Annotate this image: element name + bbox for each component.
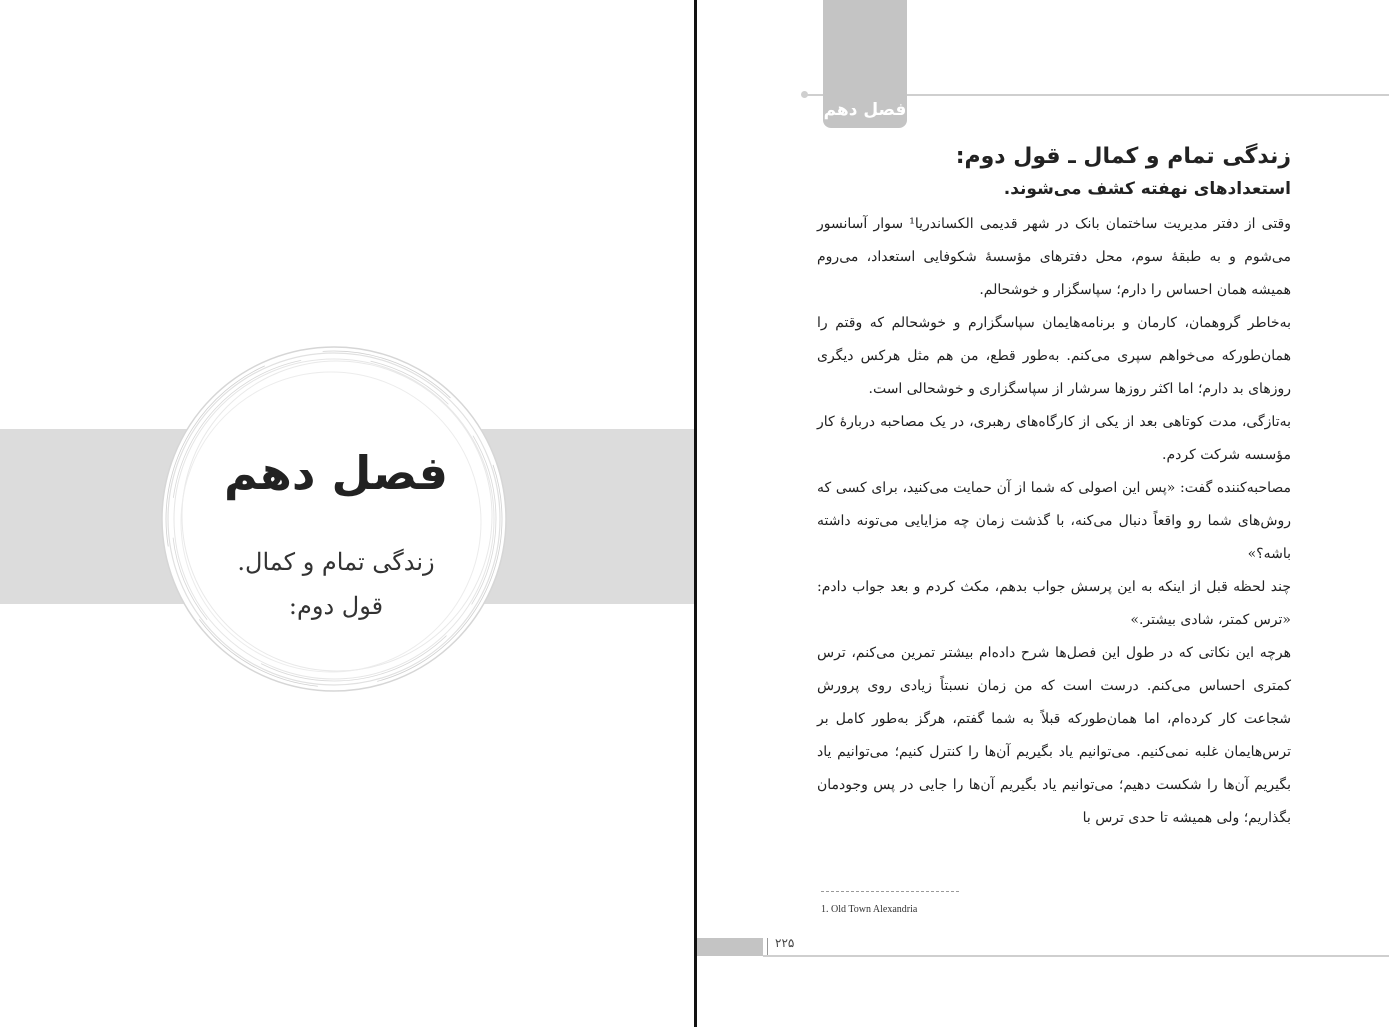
right-page xyxy=(697,0,1389,1027)
footer-rule xyxy=(763,955,1389,957)
chapter-tab-label: فصل دهم xyxy=(823,100,907,120)
section-title: زندگی تمام و کمال ـ قول دوم: xyxy=(955,144,1291,169)
chapter-subtitle-line-2: قول دوم: xyxy=(288,592,384,620)
footnote-rule xyxy=(821,891,959,892)
footer-separator xyxy=(767,938,768,956)
circle-ornament xyxy=(148,340,520,698)
paragraph: مصاحبه‌کننده گفت: «پس این اصولی که شما از آن حمایت می‌کنید، برای کسی که روش‌های شما رو واقعاً دنبال می‌کنه، با گذشت زمان چه مزایایی می‌تونه داشته باشه؟» xyxy=(817,480,1291,562)
paragraph: چند لحظه قبل از اینکه به این پرسش جواب بدهم، مکث کردم و بعد جواب دادم: «ترس کمتر، شادی بیشتر.» xyxy=(817,579,1291,628)
page-number: ۲۲۵ xyxy=(775,936,795,950)
chapter-subtitle-line-1: زندگی تمام و کمال. xyxy=(237,548,435,576)
chapter-subtitle xyxy=(196,540,476,628)
header-rule-dot xyxy=(801,91,808,98)
paragraph: وقتی از دفتر مدیریت ساختمان بانک در شهر قدیمی الکساندریا¹ سوار آسانسور می‌شوم و به طبقهٔ سوم، محل دفترهای مؤسسهٔ شکوفایی استعداد، می‌روم همیشه همان احساس را دارم؛ سپاسگزار و خوشحالم. xyxy=(817,216,1292,298)
paragraph: به‌تازگی، مدت کوتاهی بعد از یکی از کارگاه‌های رهبری، در یک مصاحبه دربارهٔ کار مؤسسه شرکت کردم. xyxy=(817,414,1291,463)
page-content xyxy=(817,140,1291,835)
footer-bar xyxy=(697,938,763,956)
chapter-tab xyxy=(823,0,907,128)
section-subtitle: استعدادهای نهفته کشف می‌شوند. xyxy=(1003,179,1291,199)
chapter-title: فصل دهم xyxy=(223,446,449,500)
paragraph: هرچه این نکاتی که در طول این فصل‌ها شرح داده‌ام بیشتر تمرین می‌کنم، ترس کمتری احساس می‌کنم. درست است که من زمان نسبتاً زیادی روی پرورش شجاعت کار کرده‌ام، اما همان‌طورکه قبلاً به شما گفتم، هرگز به‌طور کامل بر ترس‌هایمان غلبه نمی‌کنیم. می‌توانیم یاد بگیریم آن‌ها را کنترل کنیم؛ می‌توانیم یاد بگیریم آن‌ها را شکست دهیم؛ می‌توانیم یاد بگیریم آن‌ها را جایی در پس وجودمان بگذاریم؛ ولی همیشه تا حدی ترس با xyxy=(817,645,1291,826)
footnote: 1. Old Town Alexandria xyxy=(821,904,918,915)
paragraph: به‌خاطر گروهمان، کارمان و برنامه‌هایمان سپاسگزارم و خوشحالم که وقتم را همان‌طورکه می‌خواهم سپری می‌کنم. به‌طور قطع، من هم مثل هرکس دیگری روزهای بد دارم؛ اما اکثر روزها سرشار از سپاسگزاری و خوشحالی است. xyxy=(817,315,1291,397)
